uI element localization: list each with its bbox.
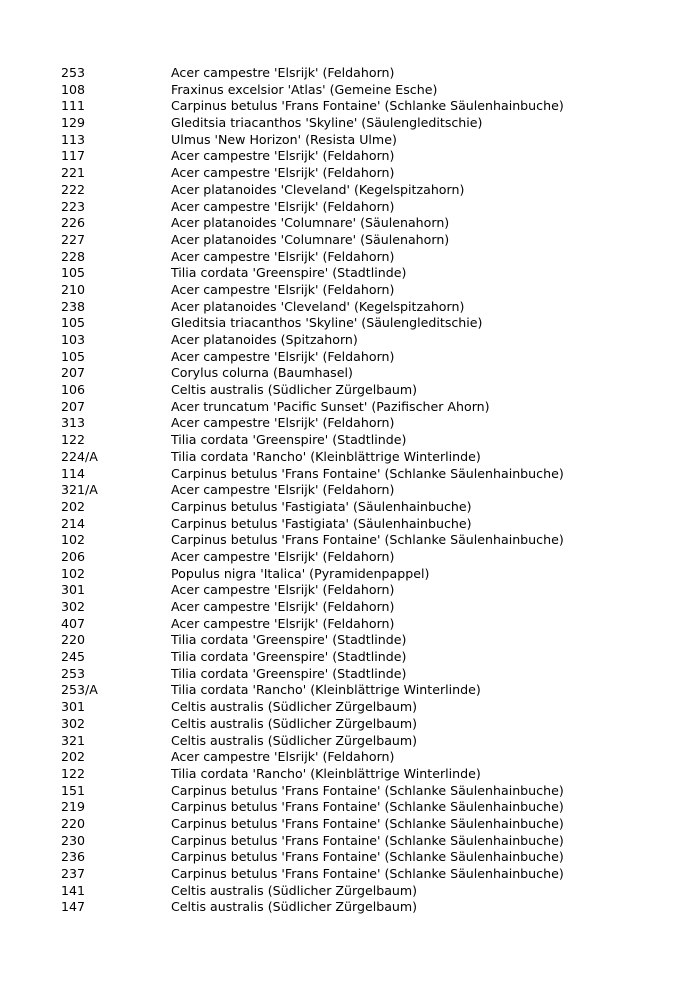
tree-species: Tilia cordata 'Greenspire' (Stadtlinde) — [171, 649, 407, 665]
list-item — [61, 365, 661, 382]
list-item — [61, 382, 661, 399]
list-item — [61, 733, 661, 750]
list-item — [61, 849, 661, 866]
tree-species: Tilia cordata 'Rancho' (Kleinblättrige Winterlinde) — [171, 448, 481, 464]
location-number: 202 — [61, 749, 86, 765]
location-number: 103 — [61, 332, 86, 347]
location-number: 106 — [61, 382, 86, 398]
list-item — [61, 816, 661, 833]
tree-species: Acer campestre 'Elsrijk' (Feldahorn) — [171, 548, 395, 564]
tree-species: Celtis australis (Südlicher Zürgelbaum) — [171, 382, 418, 398]
location-number: 236 — [61, 849, 86, 865]
location-number: 223 — [61, 198, 86, 214]
list-item — [61, 766, 661, 783]
tree-species: Carpinus betulus 'Fastigiata' (Säulenhainbuche) — [171, 515, 472, 531]
location-number: 238 — [61, 298, 86, 314]
list-item — [61, 215, 661, 232]
list-item — [61, 332, 661, 349]
location-number: 224/A — [61, 448, 98, 464]
tree-species: Acer campestre 'Elsrijk' (Feldahorn) — [171, 599, 395, 614]
location-number: 245 — [61, 649, 86, 665]
location-number: 321/A — [61, 482, 98, 498]
tree-list — [61, 65, 661, 916]
location-number: 228 — [61, 248, 86, 264]
list-item — [61, 282, 661, 299]
list-item — [61, 866, 661, 883]
list-item — [61, 466, 661, 483]
location-number: 302 — [61, 715, 86, 731]
location-number: 113 — [61, 131, 86, 147]
tree-species: Celtis australis (Südlicher Zürgelbaum) — [171, 899, 418, 915]
location-number: 221 — [61, 165, 86, 181]
tree-species: Acer platanoides 'Columnare' (Säulenahorn) — [171, 215, 450, 231]
location-number: 220 — [61, 815, 86, 831]
tree-species: Acer campestre 'Elsrijk' (Feldahorn) — [171, 148, 395, 164]
tree-species: Acer campestre 'Elsrijk' (Feldahorn) — [171, 248, 395, 264]
location-number: 230 — [61, 832, 86, 848]
list-item — [61, 566, 661, 583]
tree-species: Acer platanoides 'Columnare' (Säulenahorn) — [171, 231, 450, 247]
list-item — [61, 532, 661, 549]
tree-species: Acer platanoides (Spitzahorn) — [171, 332, 358, 347]
location-number: 207 — [61, 365, 86, 381]
tree-species: Carpinus betulus 'Frans Fontaine' (Schlanke Säulenhainbuche) — [171, 532, 564, 548]
list-item — [61, 833, 661, 850]
location-number: 219 — [61, 799, 86, 815]
location-number: 301 — [61, 582, 86, 598]
list-item — [61, 699, 661, 716]
tree-species: Acer platanoides 'Cleveland' (Kegelspitzahorn) — [171, 298, 465, 314]
tree-species: Acer platanoides 'Cleveland' (Kegelspitzahorn) — [171, 181, 465, 197]
location-number: 253 — [61, 65, 86, 80]
tree-species: Tilia cordata 'Rancho' (Kleinblättrige Winterlinde) — [171, 682, 481, 698]
tree-species: Acer campestre 'Elsrijk' (Feldahorn) — [171, 348, 395, 364]
tree-species: Tilia cordata 'Greenspire' (Stadtlinde) — [171, 265, 407, 281]
tree-species: Tilia cordata 'Greenspire' (Stadtlinde) — [171, 632, 407, 648]
tree-species: Acer campestre 'Elsrijk' (Feldahorn) — [171, 415, 395, 431]
list-item — [61, 182, 661, 199]
tree-species: Acer campestre 'Elsrijk' (Feldahorn) — [171, 749, 395, 765]
location-number: 122 — [61, 432, 86, 448]
list-item — [61, 783, 661, 800]
tree-species: Acer campestre 'Elsrijk' (Feldahorn) — [171, 65, 395, 80]
list-item — [61, 749, 661, 766]
location-number: 102 — [61, 565, 86, 581]
location-number: 237 — [61, 866, 86, 881]
tree-species: Carpinus betulus 'Frans Fontaine' (Schlanke Säulenhainbuche) — [171, 465, 564, 481]
list-item — [61, 666, 661, 683]
location-number: 226 — [61, 215, 86, 231]
tree-species: Carpinus betulus 'Frans Fontaine' (Schlanke Säulenhainbuche) — [171, 815, 564, 831]
tree-species: Acer campestre 'Elsrijk' (Feldahorn) — [171, 615, 395, 631]
list-item — [61, 148, 661, 165]
location-number: 141 — [61, 882, 86, 898]
tree-species: Acer campestre 'Elsrijk' (Feldahorn) — [171, 281, 395, 297]
list-item — [61, 449, 661, 466]
tree-species: Gleditsia triacanthos 'Skyline' (Säulengleditschie) — [171, 315, 483, 331]
location-number: 227 — [61, 231, 86, 247]
tree-species: Carpinus betulus 'Frans Fontaine' (Schlanke Säulenhainbuche) — [171, 98, 564, 114]
tree-species: Celtis australis (Südlicher Zürgelbaum) — [171, 732, 418, 748]
tree-species: Acer campestre 'Elsrijk' (Feldahorn) — [171, 198, 395, 214]
list-item — [61, 315, 661, 332]
list-item — [61, 165, 661, 182]
list-item — [61, 265, 661, 282]
list-item — [61, 516, 661, 533]
tree-species: Carpinus betulus 'Frans Fontaine' (Schlanke Säulenhainbuche) — [171, 832, 564, 848]
list-item — [61, 199, 661, 216]
list-item — [61, 399, 661, 416]
location-number: 108 — [61, 81, 86, 97]
tree-species: Tilia cordata 'Greenspire' (Stadtlinde) — [171, 665, 407, 681]
location-number: 220 — [61, 632, 86, 648]
list-item — [61, 616, 661, 633]
list-item — [61, 415, 661, 432]
location-number: 222 — [61, 181, 86, 197]
location-number: 102 — [61, 532, 86, 548]
location-number: 147 — [61, 899, 86, 915]
tree-species: Celtis australis (Südlicher Zürgelbaum) — [171, 699, 418, 715]
tree-species: Carpinus betulus 'Fastigiata' (Säulenhainbuche) — [171, 498, 472, 514]
list-item — [61, 582, 661, 599]
list-item — [61, 649, 661, 666]
tree-species: Carpinus betulus 'Frans Fontaine' (Schlanke Säulenhainbuche) — [171, 866, 564, 881]
list-item — [61, 249, 661, 266]
list-item — [61, 482, 661, 499]
tree-species: Ulmus 'New Horizon' (Resista Ulme) — [171, 131, 397, 147]
location-number: 253 — [61, 665, 86, 681]
list-item — [61, 349, 661, 366]
location-number: 114 — [61, 465, 86, 481]
list-item — [61, 65, 661, 82]
location-number: 301 — [61, 699, 86, 715]
location-number: 151 — [61, 782, 86, 798]
location-number: 302 — [61, 599, 86, 614]
location-number: 214 — [61, 515, 86, 531]
location-number: 321 — [61, 732, 86, 748]
tree-species: Corylus colurna (Baumhasel) — [171, 365, 353, 381]
list-item — [61, 883, 661, 900]
location-number: 210 — [61, 281, 86, 297]
list-item — [61, 98, 661, 115]
list-item — [61, 299, 661, 316]
list-item — [61, 682, 661, 699]
tree-species: Acer campestre 'Elsrijk' (Feldahorn) — [171, 165, 395, 181]
tree-species: Tilia cordata 'Rancho' (Kleinblättrige Winterlinde) — [171, 765, 481, 781]
tree-species: Populus nigra 'Italica' (Pyramidenpappel) — [171, 565, 430, 581]
location-number: 105 — [61, 348, 86, 364]
location-number: 207 — [61, 398, 86, 414]
location-number: 313 — [61, 415, 86, 431]
list-item — [61, 232, 661, 249]
list-item — [61, 799, 661, 816]
location-number: 122 — [61, 765, 86, 781]
location-number: 253/A — [61, 682, 98, 698]
tree-species: Fraxinus excelsior 'Atlas' (Gemeine Esche) — [171, 81, 438, 97]
list-item — [61, 632, 661, 649]
tree-species: Celtis australis (Südlicher Zürgelbaum) — [171, 715, 418, 731]
list-item — [61, 549, 661, 566]
location-number: 117 — [61, 148, 86, 164]
tree-species: Tilia cordata 'Greenspire' (Stadtlinde) — [171, 432, 407, 448]
tree-species: Acer truncatum 'Pacific Sunset' (Pazifischer Ahorn) — [171, 398, 490, 414]
tree-species: Carpinus betulus 'Frans Fontaine' (Schlanke Säulenhainbuche) — [171, 849, 564, 865]
tree-species: Carpinus betulus 'Frans Fontaine' (Schlanke Säulenhainbuche) — [171, 782, 564, 798]
location-number: 111 — [61, 98, 86, 114]
list-item — [61, 432, 661, 449]
tree-species: Celtis australis (Südlicher Zürgelbaum) — [171, 882, 418, 898]
location-number: 407 — [61, 615, 86, 631]
tree-species: Carpinus betulus 'Frans Fontaine' (Schlanke Säulenhainbuche) — [171, 799, 564, 815]
list-item — [61, 716, 661, 733]
location-number: 105 — [61, 265, 86, 281]
list-item — [61, 899, 661, 916]
list-item — [61, 82, 661, 99]
list-item — [61, 115, 661, 132]
list-item — [61, 499, 661, 516]
tree-species: Gleditsia triacanthos 'Skyline' (Säulengleditschie) — [171, 115, 483, 131]
tree-species: Acer campestre 'Elsrijk' (Feldahorn) — [171, 582, 395, 598]
list-item — [61, 599, 661, 616]
location-number: 202 — [61, 498, 86, 514]
list-item — [61, 132, 661, 149]
tree-species: Acer campestre 'Elsrijk' (Feldahorn) — [171, 482, 395, 498]
location-number: 105 — [61, 315, 86, 331]
location-number: 206 — [61, 548, 86, 564]
location-number: 129 — [61, 115, 86, 131]
